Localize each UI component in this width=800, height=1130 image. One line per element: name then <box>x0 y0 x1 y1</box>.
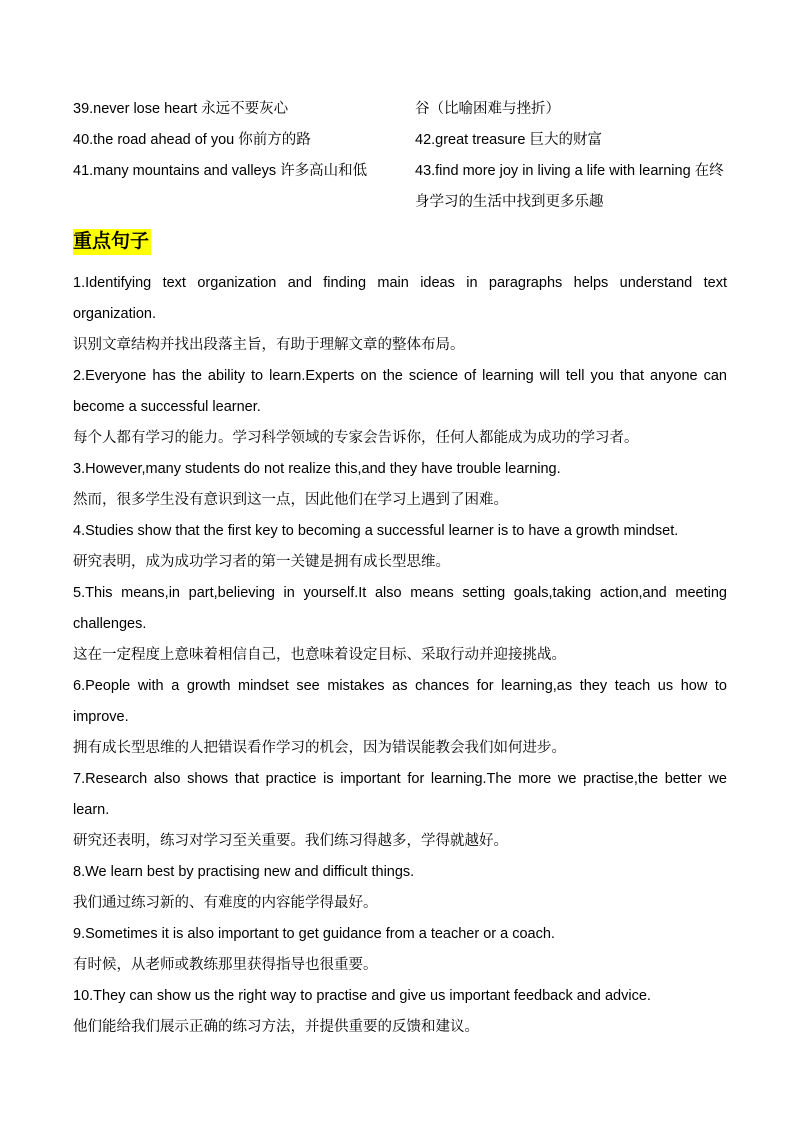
phrase-item: 39.never lose heart 永远不要灰心 <box>73 101 289 117</box>
sentence-english: 3.However,many students do not realize this,and they have trouble learning. <box>73 461 561 477</box>
sentence-chinese: 每个人都有学习的能力。学习科学领域的专家会告诉你，任何人都能成为成功的学习者。 <box>73 430 639 446</box>
phrase-item: 42.great treasure 巨大的财富 <box>415 132 602 148</box>
sentence-chinese: 他们能给我们展示正确的练习方法，并提供重要的反馈和建议。 <box>73 1019 479 1035</box>
sentence-chinese: 研究表明，成为成功学习者的第一关键是拥有成长型思维。 <box>73 554 450 570</box>
sentence-chinese: 这在一定程度上意味着相信自己，也意味着设定目标、采取行动并迎接挑战。 <box>73 647 566 663</box>
sentence-item <box>73 981 727 1043</box>
sentence-english: 6.People with a growth mindset see mistakes as chances for learning,as they teach us how to improve. <box>73 678 727 725</box>
sentence-chinese: 识别文章结构并找出段落主旨，有助于理解文章的整体布局。 <box>73 337 465 353</box>
sentence-item <box>73 268 727 361</box>
phrase-item: 41.many mountains and valleys 许多高山和低 <box>73 163 368 179</box>
sentence-english: 7.Research also shows that practice is important for learning.The more we practise,the better we learn. <box>73 771 727 818</box>
phrase-list <box>73 94 733 218</box>
phrase-item: 谷（比喻困难与挫折） <box>415 101 560 117</box>
sentence-item <box>73 361 727 454</box>
sentence-english: 9.Sometimes it is also important to get guidance from a teacher or a coach. <box>73 926 555 942</box>
phrase-column-right <box>415 94 733 218</box>
sentence-item <box>73 578 727 671</box>
sentence-english: 5.This means,in part,believing in yourself.It also means setting goals,taking action,and meeting challenges. <box>73 585 727 632</box>
sentence-item <box>73 671 727 764</box>
sentence-chinese: 研究还表明，练习对学习至关重要。我们练习得越多，学得就越好。 <box>73 833 508 849</box>
sentence-item <box>73 454 727 516</box>
sentence-english: 8.We learn best by practising new and difficult things. <box>73 864 415 880</box>
sentence-item <box>73 857 727 919</box>
phrase-column-left <box>73 94 415 218</box>
sentence-chinese: 拥有成长型思维的人把错误看作学习的机会，因为错误能教会我们如何进步。 <box>73 740 566 756</box>
sentence-chinese: 有时候，从老师或教练那里获得指导也很重要。 <box>73 957 378 973</box>
sentence-english: 10.They can show us the right way to practise and give us important feedback and advice. <box>73 988 651 1004</box>
sentence-item <box>73 764 727 857</box>
sentence-english: 4.Studies show that the first key to becoming a successful learner is to have a growth mindset. <box>73 523 679 539</box>
phrase-item: 43.find more joy in living a life with learning 在终身学习的生活中找到更多乐趣 <box>415 163 724 210</box>
sentence-chinese: 然而，很多学生没有意识到这一点，因此他们在学习上遇到了困难。 <box>73 492 508 508</box>
phrase-item: 40.the road ahead of you 你前方的路 <box>73 132 311 148</box>
sentence-english: 2.Everyone has the ability to learn.Experts on the science of learning will tell you that anyone can become a successful learner. <box>73 368 727 415</box>
section-title: 重点句子 <box>73 229 151 255</box>
sentence-list <box>73 268 727 1043</box>
sentence-english: 1.Identifying text organization and finding main ideas in paragraphs helps understand text organization. <box>73 275 727 322</box>
sentence-chinese: 我们通过练习新的、有难度的内容能学得最好。 <box>73 895 378 911</box>
sentence-item <box>73 919 727 981</box>
sentence-item <box>73 516 727 578</box>
